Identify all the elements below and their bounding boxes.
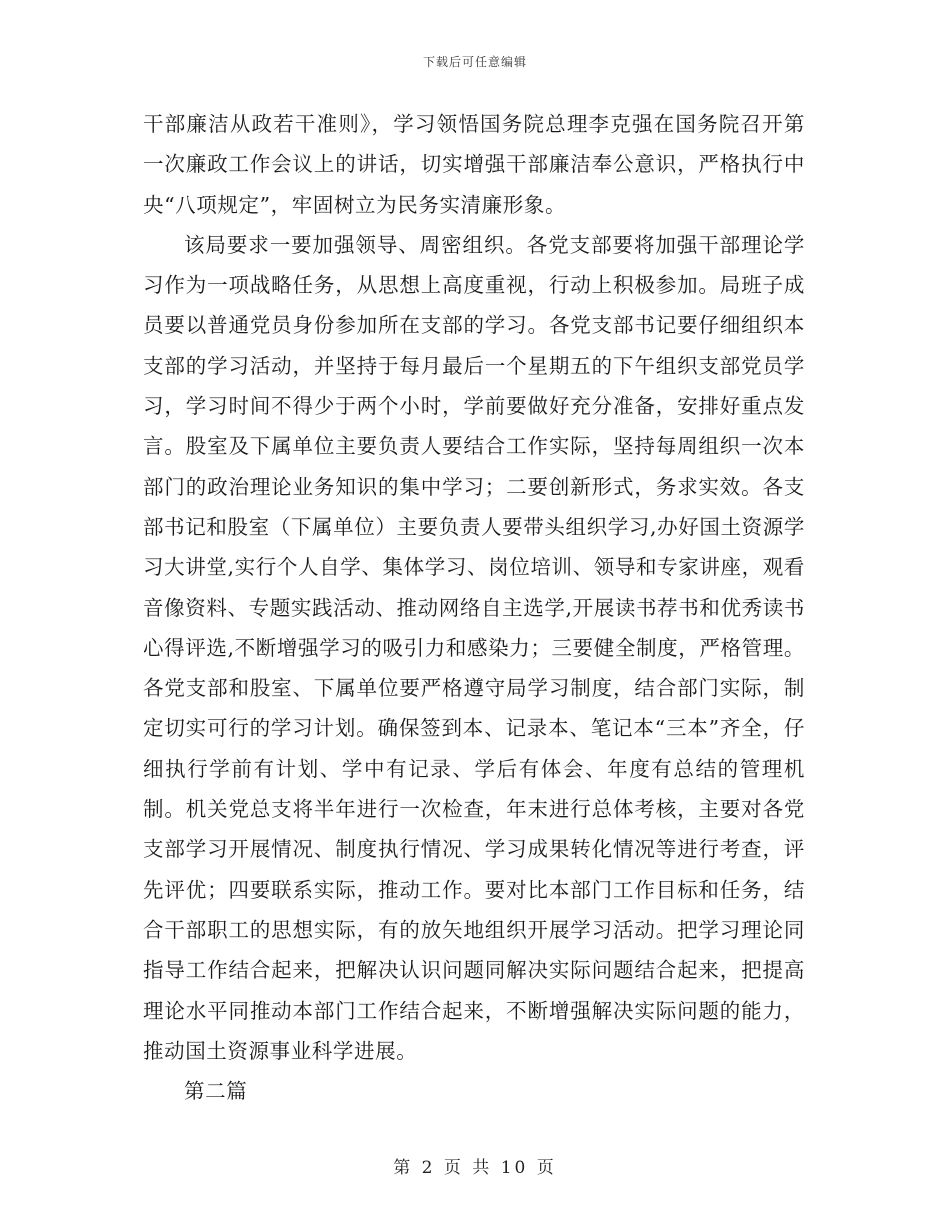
page-number: 第 2 页 共 10 页 [393, 1158, 557, 1178]
section-heading-second: 第二篇 [184, 1079, 248, 1104]
page-header-note: 下载后可任意编辑 [422, 55, 527, 69]
paragraph-requirements: 该局要求一要加强领导、周密组织。各党支部要将加强干部理论学习作为一项战略任务，从思想上高度重视，行动上积极参加。局班子成员要以普通党员身份参加所在支部的学习。各党支部书记要仔细组织本支部的学习活动，并坚持于每月最后一个星期五的下午组织支部党员学习，学习时间不得少于两个小时，学前要做好充分准备，安排好重点发言。股室及下属单位主要负责人要结合工作实际，坚持每周组织一次本部门的政治理论业务知识的集中学习；二要创新形式，务求实效。各支部书记和股室（下属单位）主要负责人要带头组织学习,办好国土资源学习大讲堂,实行个人自学、集体学习、岗位培训、领导和专家讲座，观看音像资料、专题实践活动、推动网络自主选学,开展读书荐书和优秀读书心得评选,不断增强学习的吸引力和感染力；三要健全制度，严格管理。各党支部和股室、下属单位要严格遵守局学习制度，结合部门实际，制定切实可行的学习计划。确保签到本、记录本、笔记本“三本”齐全，仔细执行学前有计划、学中有记录、学后有体会、年度有总结的管理机制。机关党总支将半年进行一次检查，年末进行总体考核，主要对各党支部学习开展情况、制度执行情况、学习成果转化情况等进行考查，评先评优；四要联系实际，推动工作。要对比本部门工作目标和任务，结合干部职工的思想实际，有的放矢地组织开展学习活动。把学习理论同指导工作结合起来，把解决认识问题同解决实际问题结合起来，把提高理论水平同推动本部门工作结合起来，不断增强解决实际问题的能力，推动国土资源事业科学进展。 [143, 232, 805, 1063]
paragraph-continuation: 干部廉洁从政若干准则》，学习领悟国务院总理李克强在国务院召开第一次廉政工作会议上的讲话，切实增强干部廉洁奉公意识，严格执行中央“八项规定”，牢固树立为民务实清廉形象。 [143, 112, 805, 217]
document-body [143, 104, 805, 1111]
